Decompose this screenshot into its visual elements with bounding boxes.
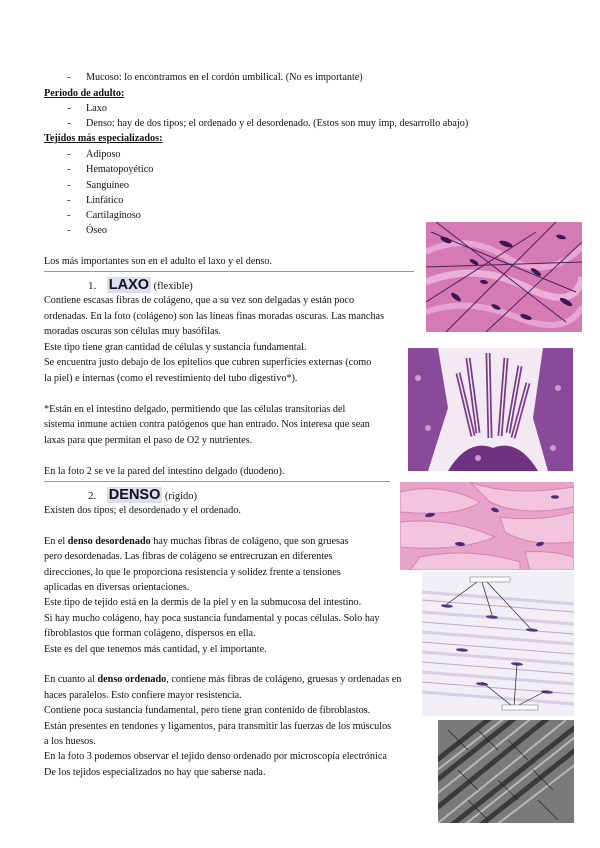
- esp-item-sanguineo: Sanguíneo: [86, 180, 130, 191]
- denso-bold-term: denso desordenado: [67, 535, 151, 547]
- denso-line: direcciones, lo que le proporciona resistencia y solidez frente a tensiones: [44, 566, 341, 578]
- denso-line: Existen dos tipos; el desordenado y el ordenado.: [44, 505, 241, 516]
- denso-line: En cuanto al denso ordenado, contiene más fibras de colágeno, gruesas y ordenadas en: [44, 674, 402, 686]
- laxo-line: En la foto 2 se ve la pared del intestino delgado (duodeno).: [44, 465, 285, 477]
- denso-line: Este tipo de tejido está en la dermis de la piel y en la submucosa del intestino.: [44, 597, 362, 609]
- laxo-divider: [44, 271, 414, 272]
- esp-dash-6: -: [67, 225, 71, 236]
- laxo-line: Contiene escasas fibras de colágeno, que a su vez son delgadas y están poco: [44, 295, 355, 306]
- denso-line: Contiene poca sustancia fundamental, pero tiene gran contenido de fibroblastos.: [44, 705, 371, 717]
- intestino-photo: [408, 348, 573, 471]
- denso-line: Este es del que tenemos más cantidad, y el importante.: [44, 643, 267, 655]
- adulto-item-laxo: Laxo: [86, 103, 107, 114]
- especializados-header: Tejidos más especializados:: [44, 133, 163, 144]
- esp-dash-2: -: [67, 164, 71, 175]
- denso-line: En la foto 3 podemos observar el tejido denso ordenado por microscopía electrónica: [44, 751, 387, 763]
- laxo-heading: [88, 277, 193, 293]
- laxo-line: la piel) e internas (como el revestimiento del tubo digestivo*).: [44, 372, 298, 384]
- esp-item-hematopoyetico: Hematopoyético: [86, 164, 154, 175]
- laxo-line: sistema inmune actúen contra patógenos que han entrado. Nos interesa que sean: [44, 419, 370, 430]
- laxo-line: moradas oscuras son células muy basófilas.: [44, 326, 222, 337]
- adulto-item-denso: Denso: hay de dos tipos; el ordenado y el desordenado. (Estos son muy imp, desarrollo abajo): [86, 118, 469, 129]
- laxo-line: laxas para que permitan el paso de O2 y nutrientes.: [44, 434, 253, 446]
- denso-divider: [44, 481, 390, 482]
- denso-line: haces paralelos. Esto confiere mayor resistencia.: [44, 689, 242, 701]
- esp-dash-3: -: [67, 180, 71, 191]
- adulto-header: Periodo de adulto:: [44, 88, 125, 99]
- microscopia-photo: [438, 720, 574, 823]
- esp-item-adiposo: Adiposo: [86, 149, 121, 160]
- esp-item-cartilaginoso: Cartilaginoso: [86, 210, 141, 221]
- adulto-dash-2: -: [67, 118, 71, 129]
- denso-desordenado-photo: [400, 482, 574, 570]
- denso-number: 2.: [88, 490, 97, 502]
- esp-dash-1: -: [67, 149, 71, 160]
- denso-line: aplicadas en diversas orientaciones.: [44, 582, 190, 593]
- denso-title: DENSO: [108, 487, 161, 503]
- denso-bold-term: denso ordenado: [97, 674, 167, 686]
- denso-subtitle: (rígido): [164, 491, 197, 502]
- denso-line: fibroblastos que forman colágeno, dispersos en ella.: [44, 628, 256, 640]
- laxo-number: 1.: [88, 280, 97, 292]
- adulto-dash-1: -: [67, 103, 71, 114]
- esp-dash-5: -: [67, 210, 71, 221]
- laxo-title: LAXO: [108, 277, 150, 293]
- denso-line: En el denso desordenado hay muchas fibras de colágeno, que son gruesas: [44, 535, 349, 547]
- esp-item-oseo: Óseo: [86, 225, 107, 236]
- laxo-photo: [426, 222, 582, 332]
- mucoso-text: Mucoso: lo encontramos en el cordón umbilical. (No es importante): [86, 72, 363, 83]
- laxo-line: Se encuentra justo debajo de los epitelios que cubren superficies externas (como: [44, 357, 372, 368]
- denso-ordenado-photo: [422, 572, 574, 716]
- esp-dash-4: -: [67, 195, 71, 206]
- denso-heading: [88, 487, 197, 503]
- mucoso-dash: -: [67, 72, 71, 83]
- denso-line: De los tejidos especializados no hay que saberse nada.: [44, 766, 266, 778]
- denso-line: Están presentes en tendones y ligamentos, para transmitir las fuerzas de los músculos: [44, 720, 392, 732]
- laxo-line: ordenadas. En la foto (colágeno) son las líneas finas moradas oscuras. Las manchas: [44, 310, 385, 322]
- esp-item-linfatico: Linfático: [86, 195, 124, 206]
- denso-line: a los huesos.: [44, 736, 96, 747]
- laxo-subtitle: (flexible): [153, 281, 193, 292]
- laxo-line: *Están en el intestino delgado, permitiendo que las células transitorias del: [44, 403, 346, 415]
- intro-text: Los más importantes son en el adulto el laxo y el denso.: [44, 256, 273, 267]
- laxo-line: Este tipo tiene gran cantidad de células y sustancia fundamental.: [44, 341, 307, 353]
- denso-line: Si hay mucho colágeno, hay poca sustancia fundamental y pocas células. Solo hay: [44, 612, 380, 624]
- denso-line: pero desordenadas. Las fibras de colágeno se entrecruzan en diferentes: [44, 551, 333, 563]
